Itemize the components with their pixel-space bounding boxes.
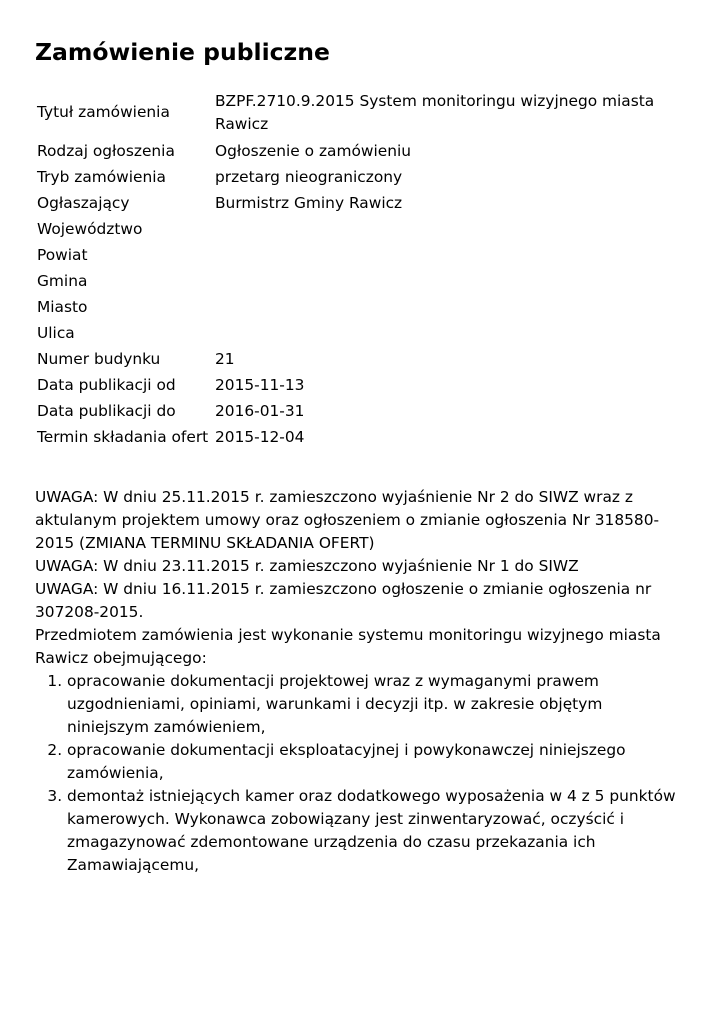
detail-label: Numer budynku	[37, 350, 161, 368]
scope-list	[35, 670, 687, 877]
detail-value	[215, 322, 685, 348]
detail-row-offer-deadline	[37, 426, 685, 452]
detail-value: 21	[215, 350, 235, 368]
detail-value: BZPF.2710.9.2015 System monitoringu wizyjnego miasta Rawicz	[215, 92, 655, 133]
list-item: 1. opracowanie dokumentacji projektowej wraz z wymaganymi prawem uzgodnieniami, opiniami, warunkami i decyzji itp. w zakresie objętym niniejszym zamówieniem,	[67, 670, 687, 739]
detail-row-voivodeship	[37, 218, 685, 244]
detail-row-announcer	[37, 192, 685, 218]
detail-value	[215, 296, 685, 322]
detail-label: Gmina	[37, 272, 88, 290]
detail-row-city	[37, 296, 685, 322]
announcement-body	[35, 486, 685, 877]
detail-label: Tytuł zamówienia	[37, 103, 170, 121]
detail-row-commune	[37, 270, 685, 296]
detail-row-building-number	[37, 348, 685, 374]
detail-value	[215, 218, 685, 244]
detail-value: Ogłoszenie o zamówieniu	[215, 142, 411, 160]
detail-label: Data publikacji do	[37, 402, 176, 420]
detail-label: Rodzaj ogłoszenia	[37, 142, 175, 160]
notice-paragraph: UWAGA: W dniu 25.11.2015 r. zamieszczono wyjaśnienie Nr 2 do SIWZ wraz z aktulanym projektem umowy oraz ogłoszeniem o zmianie ogłoszenia Nr 318580-2015 (ZMIANA TERMINU SKŁADANIA OFERT)	[35, 488, 660, 552]
detail-row-title	[37, 90, 685, 140]
subject-intro: Przedmiotem zamówienia jest wykonanie systemu monitoringu wizyjnego miasta Rawicz obejmującego:	[35, 626, 661, 667]
detail-label: Data publikacji od	[37, 376, 176, 394]
detail-value	[215, 270, 685, 296]
detail-value	[215, 244, 685, 270]
detail-row-published-from	[37, 374, 685, 400]
detail-row-notice-type	[37, 140, 685, 166]
detail-label: Powiat	[37, 246, 88, 264]
detail-row-street	[37, 322, 685, 348]
detail-value: 2015-12-04	[215, 428, 305, 446]
list-item: 2. opracowanie dokumentacji eksploatacyjnej i powykonawczej niniejszego zamówienia,	[67, 739, 687, 785]
detail-row-published-to	[37, 400, 685, 426]
detail-row-county	[37, 244, 685, 270]
detail-label: Termin składania ofert	[37, 428, 209, 446]
order-details-table	[37, 90, 685, 452]
detail-label: Ogłaszający	[37, 194, 130, 212]
notice-paragraph: UWAGA: W dniu 16.11.2015 r. zamieszczono ogłoszenie o zmianie ogłoszenia nr 307208-2015.	[35, 580, 652, 621]
list-item: 3. demontaż istniejących kamer oraz dodatkowego wyposażenia w 4 z 5 punktów kamerowych. Wykonawca zobowiązany jest zinwentaryzować, oczyścić i zmagazynować zdemontowane urządzenia do czasu przekazania ich Zamawiającemu,	[67, 785, 687, 877]
detail-label: Tryb zamówienia	[37, 168, 166, 186]
detail-label: Województwo	[37, 220, 143, 238]
page-title: Zamówienie publiczne	[35, 38, 330, 66]
detail-value: 2016-01-31	[215, 402, 305, 420]
notice-paragraph: UWAGA: W dniu 23.11.2015 r. zamieszczono wyjaśnienie Nr 1 do SIWZ	[35, 557, 579, 575]
detail-value: Burmistrz Gminy Rawicz	[215, 194, 403, 212]
detail-label: Miasto	[37, 298, 88, 316]
detail-value: przetarg nieograniczony	[215, 168, 403, 186]
detail-label: Ulica	[37, 324, 75, 342]
detail-row-procedure	[37, 166, 685, 192]
detail-value: 2015-11-13	[215, 376, 305, 394]
